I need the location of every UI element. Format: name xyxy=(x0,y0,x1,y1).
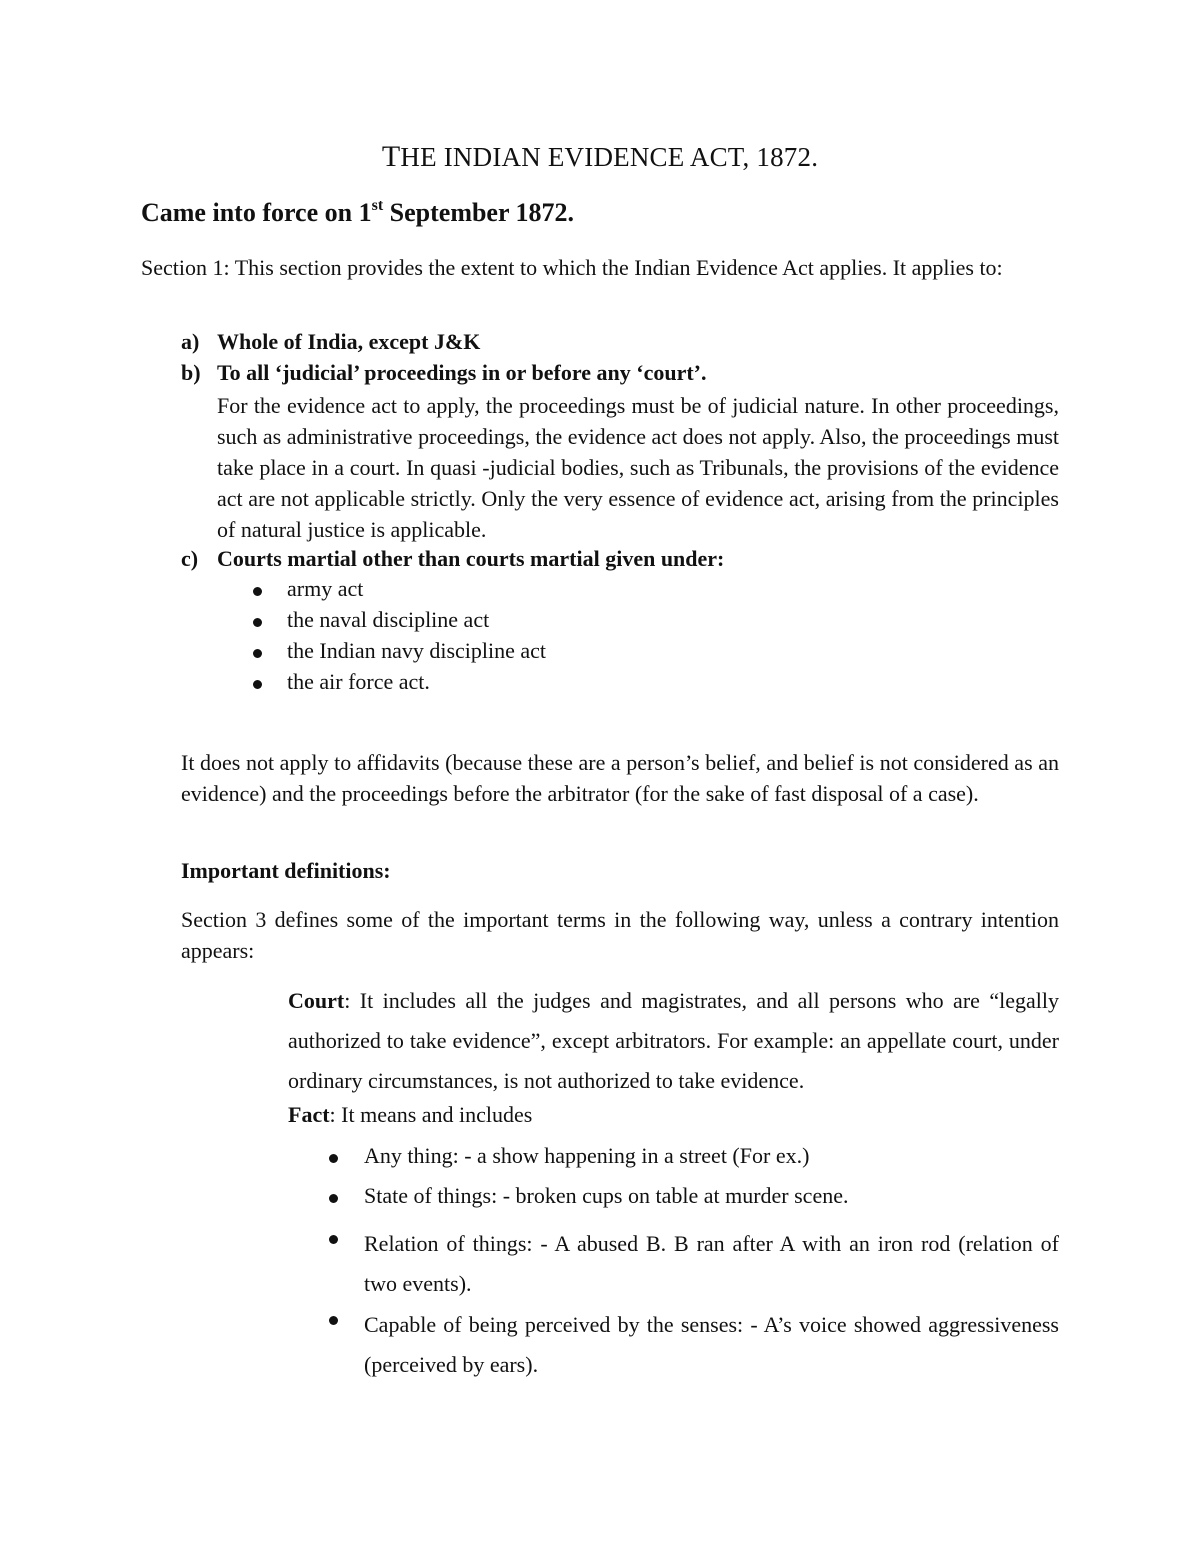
title-initial: T xyxy=(381,140,401,173)
definitions-intro: Section 3 defines some of the important terms in the following way, unless a contrary intention appears: xyxy=(181,907,1059,963)
bullet-icon xyxy=(253,587,262,596)
court-definition xyxy=(288,981,1059,1101)
list-item: Relation of things: - A abused B. B ran after A with an iron rod (relation of two events). xyxy=(364,1231,1059,1296)
list-item: army act xyxy=(287,576,364,601)
bullet-icon xyxy=(329,1194,338,1203)
enforcement-date-heading xyxy=(141,198,574,228)
item-b-heading: To all ‘judicial’ proceedings in or before any ‘court’. xyxy=(217,360,707,385)
subtitle-text: Came into force on 1 xyxy=(141,198,372,227)
list-item: the air force act. xyxy=(287,669,430,694)
exclusion-paragraph: It does not apply to affidavits (because these are a person’s belief, and belief is not considered as an evidence) and the proceedings before the arbitrator (for the sake of fast disposal of a case). xyxy=(181,750,1059,806)
title-text: HE INDIAN EVIDENCE ACT, 1872. xyxy=(400,142,819,172)
subtitle-date: September 1872. xyxy=(383,198,575,227)
list-item: Capable of being perceived by the senses: - A’s voice showed aggressiveness (perceived by ears). xyxy=(364,1312,1059,1377)
bullet-icon xyxy=(329,1316,338,1325)
court-term: Court xyxy=(288,988,345,1013)
list-item: the Indian navy discipline act xyxy=(287,638,547,663)
fact-term: Fact xyxy=(288,1102,330,1127)
bullet-icon xyxy=(253,680,262,689)
subtitle-superscript: st xyxy=(371,197,384,214)
list-item: Any thing: - a show happening in a street (For ex.) xyxy=(364,1143,810,1168)
list-item: State of things: - broken cups on table at murder scene. xyxy=(364,1183,849,1208)
bullet-icon xyxy=(329,1235,338,1244)
bullet-icon xyxy=(253,649,262,658)
section1-intro: Section 1: This section provides the extent to which the Indian Evidence Act applies. It applies to: xyxy=(141,255,1003,280)
item-a-label: a) xyxy=(181,329,200,354)
item-c-label: c) xyxy=(181,546,199,571)
item-b-body: For the evidence act to apply, the proceedings must be of judicial nature. In other proceedings, such as administrative proceedings, the evidence act does not apply. Also, the proceedings must take place in a court. In quasi -judicial bodies, such as Tribunals, the provisions of the evidence act are not applicable strictly. Only the very essence of evidence act, arising from the principles of natural justice is applicable. xyxy=(217,393,1059,542)
fact-definition xyxy=(288,1102,532,1128)
definitions-heading: Important definitions: xyxy=(181,858,391,883)
item-b-label: b) xyxy=(181,360,201,385)
court-text: : It includes all the judges and magistrates, and all persons who are “legally authorized to take evidence”, except arbitrators. For example: an appellate court, under ordinary circumstances, is not authorized to take evidence. xyxy=(288,988,1059,1093)
item-c-heading: Courts martial other than courts martial given under: xyxy=(217,546,725,571)
fact-text: : It means and includes xyxy=(329,1102,533,1127)
bullet-icon xyxy=(329,1154,338,1163)
item-a-heading: Whole of India, except J&K xyxy=(217,329,481,354)
bullet-icon xyxy=(253,618,262,627)
list-item: the naval discipline act xyxy=(287,607,490,632)
document-title xyxy=(0,140,1200,174)
